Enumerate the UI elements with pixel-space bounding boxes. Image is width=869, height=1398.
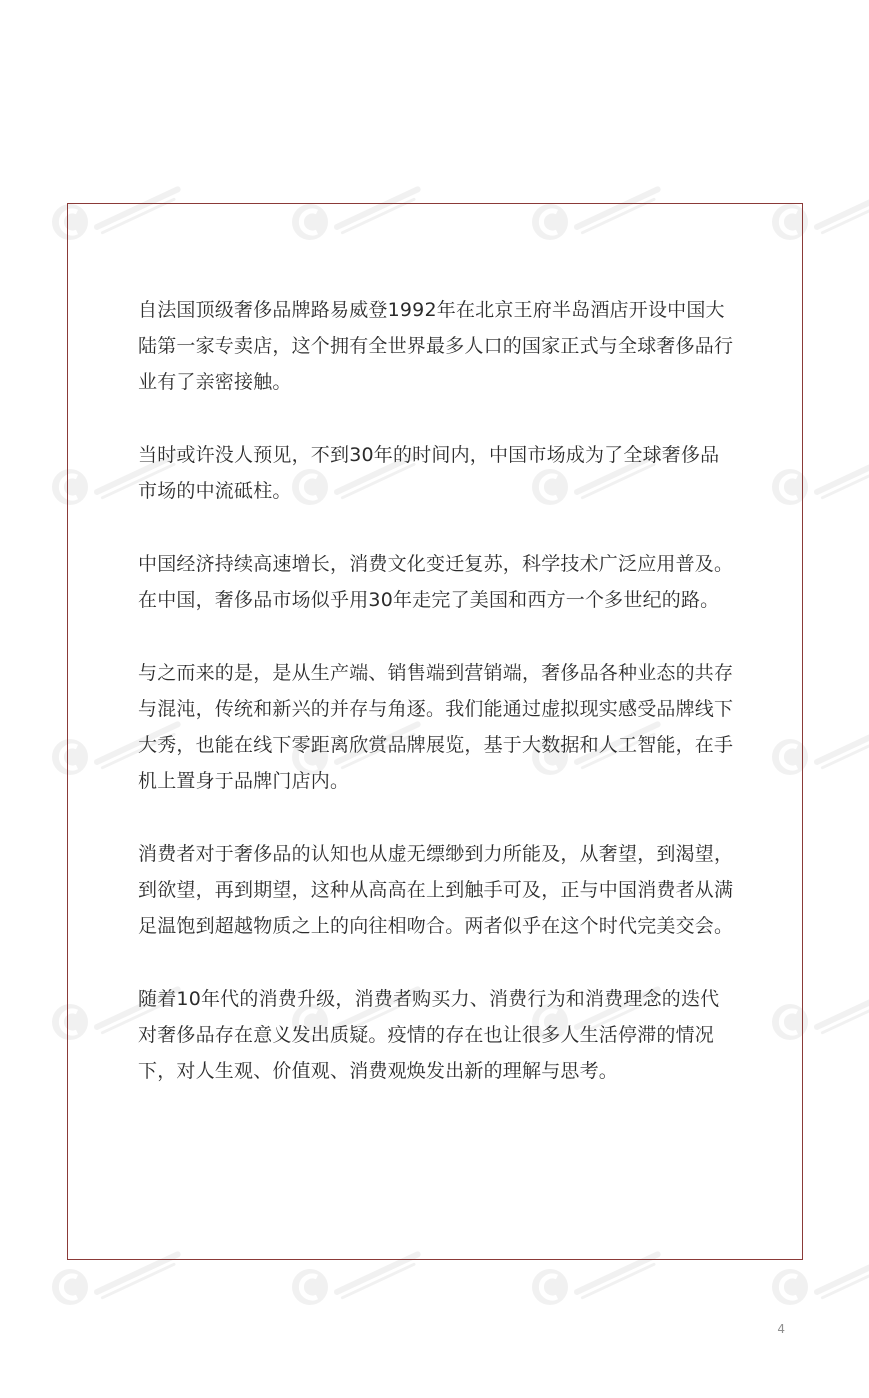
paragraph: 与之而来的是，是从生产端、销售端到营销端，奢侈品各种业态的共存与混沌，传统和新兴的并存与角逐。我们能通过虚拟现实感受品牌线下大秀，也能在线下零距离欣赏品牌展览，基于大数据和人工智能，在手机上置身于品牌门店内。: [138, 662, 734, 792]
page-number: 4: [777, 1322, 785, 1336]
body-text: [138, 292, 738, 1126]
paragraph: 当时或许没人预见，不到30年的时间内，中国市场成为了全球奢侈品市场的中流砥柱。: [138, 444, 720, 502]
paragraph: 中国经济持续高速增长，消费文化变迁复苏，科学技术广泛应用普及。在中国，奢侈品市场似乎用30年走完了美国和西方一个多世纪的路。: [138, 553, 734, 611]
paragraph: 随着10年代的消费升级，消费者购买力、消费行为和消费理念的迭代对奢侈品存在意义发出质疑。疫情的存在也让很多人生活停滞的情况下，对人生观、价值观、消费观焕发出新的理解与思考。: [138, 988, 720, 1082]
paragraph: 消费者对于奢侈品的认知也从虚无缥缈到力所能及，从奢望，到渴望，到欲望，再到期望，这种从高高在上到触手可及，正与中国消费者从满足温饱到超越物质之上的向往相吻合。两者似乎在这个时代完美交会。: [138, 843, 734, 937]
paragraph: 自法国顶级奢侈品牌路易威登1992年在北京王府半岛酒店开设中国大陆第一家专卖店，这个拥有全世界最多人口的国家正式与全球奢侈品行业有了亲密接触。: [138, 299, 734, 393]
